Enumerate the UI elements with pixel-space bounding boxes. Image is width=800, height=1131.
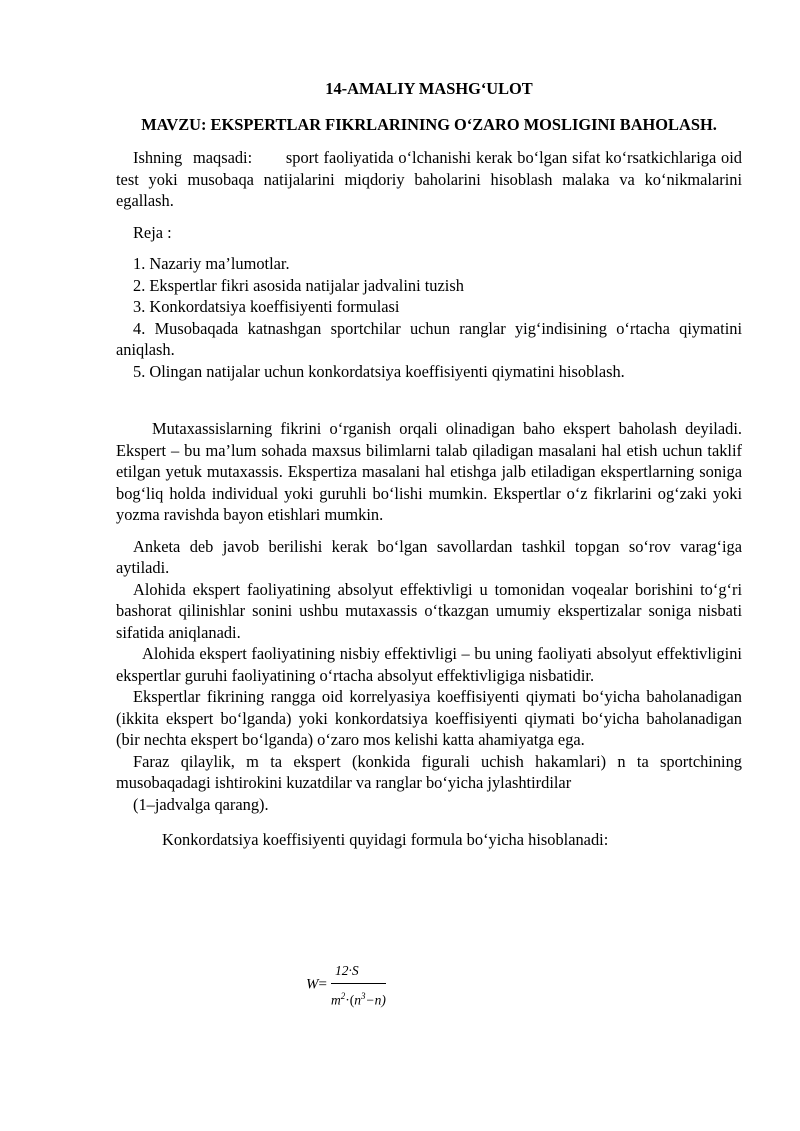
plan-item: 4. Musobaqada katnashgan sportchilar uchun ranglar yig‘indisining o‘rtacha qiymatini aniqlash.: [116, 318, 742, 359]
topic-heading: MAVZU: EKSPERTLAR FIKRLARINING O‘ZARO MOSLIGINI BAHOLASH.: [141, 114, 717, 134]
body-paragraph: Alohida ekspert faoliyatining nisbiy effektivligi – bu uning faoliyati absolyut effektivligini ekspertlar guruhi faoliyatining o‘rtacha absolyut effektivligiga nisbatidir.: [116, 644, 742, 685]
body-paragraph: Mutaxassislarning fikrini o‘rganish orqali olinadigan baho ekspert baholash deyiladi. Ekspert – bu ma’lum sohada maxsus bilimlarni talab qiladigan masalani hal etish uchun taklif etilgan yetuk mutaxassis. Ekspertiza masalani hal etishga jalb etiladigan ekspertlarning soniga bog‘liq holda individual yoki guruhli bo‘lishi mumkin. Ekspertlar o‘z fikrlarini og‘zaki yoki yozma ravishda bayon etishlari mumkin.: [116, 419, 742, 524]
body-paragraph: (1–jadvalga qarang).: [133, 794, 269, 814]
formula-equals: =: [318, 976, 327, 993]
plan-label: Reja :: [133, 222, 172, 242]
plan-item: 3. Konkordatsiya koeffisiyenti formulasi: [133, 297, 400, 316]
goal-text: sport faoliyatida o‘lchanishi kerak bo‘lgan sifat ko‘rsatkichlariga oid test yoki musobaqa natijalarini miqdoriy baholarini hisoblash malaka va ko‘nikmalarini egallash.: [116, 148, 742, 210]
concordance-formula: [306, 960, 386, 1011]
formula-denominator: $m^2\cdot(n^3-n)$: [330, 990, 386, 1007]
formula-fraction: [331, 960, 386, 1011]
goal-paragraph: [116, 147, 742, 212]
formula-intro: Konkordatsiya koeffisiyenti quyidagi formula bo‘yicha hisoblanadi:: [162, 830, 609, 849]
formula-lhs: W: [306, 976, 319, 993]
body-paragraph: Faraz qilaylik, m ta ekspert (konkida figurali uchish hakamlari) n ta sportchining musobaqadagi ishtirokini kuzatdilar va ranglar bo‘yicha jylashtirdilar: [116, 751, 742, 792]
body-paragraph: Alohida ekspert faoliyatining absolyut effektivligi u tomonidan voqealar borishini to‘g‘ri bashorat qilinishlar sonini ushbu mutaxassis o‘tkazgan umumiy ekspertizalar soniga nisbati sifatida aniqlanadi.: [116, 579, 742, 642]
page-title: 14-AMALIY MASHG‘ULOT: [325, 79, 533, 98]
formula-numerator: 12·S: [331, 960, 386, 984]
plan-item: 5. Olingan natijalar uchun konkordatsiya koeffisiyenti qiymatini hisoblash.: [133, 361, 625, 381]
goal-label: Ishning maqsadi:: [133, 148, 253, 167]
body-paragraph: Anketa deb javob berilishi kerak bo‘lgan savollardan tashkil topgan so‘rov varag‘iga aytiladi.: [116, 536, 742, 577]
plan-list: [116, 253, 742, 382]
plan-item: 1. Nazariy ma’lumotlar.: [133, 254, 290, 273]
plan-item: 2. Ekspertlar fikri asosida natijalar jadvalini tuzish: [133, 275, 464, 295]
body-paragraph: Ekspertlar fikrining rangga oid korrelyasiya koeffisiyenti qiymati bo‘yicha baholanadigan (ikkita ekspert bo‘lganda) yoki konkordatsiya koeffisiyenti qiymati bo‘yicha baholanadigan (bir nechta ekspert bo‘lganda) o‘zaro mos kelishi katta ahamiyatga ega.: [116, 687, 742, 749]
